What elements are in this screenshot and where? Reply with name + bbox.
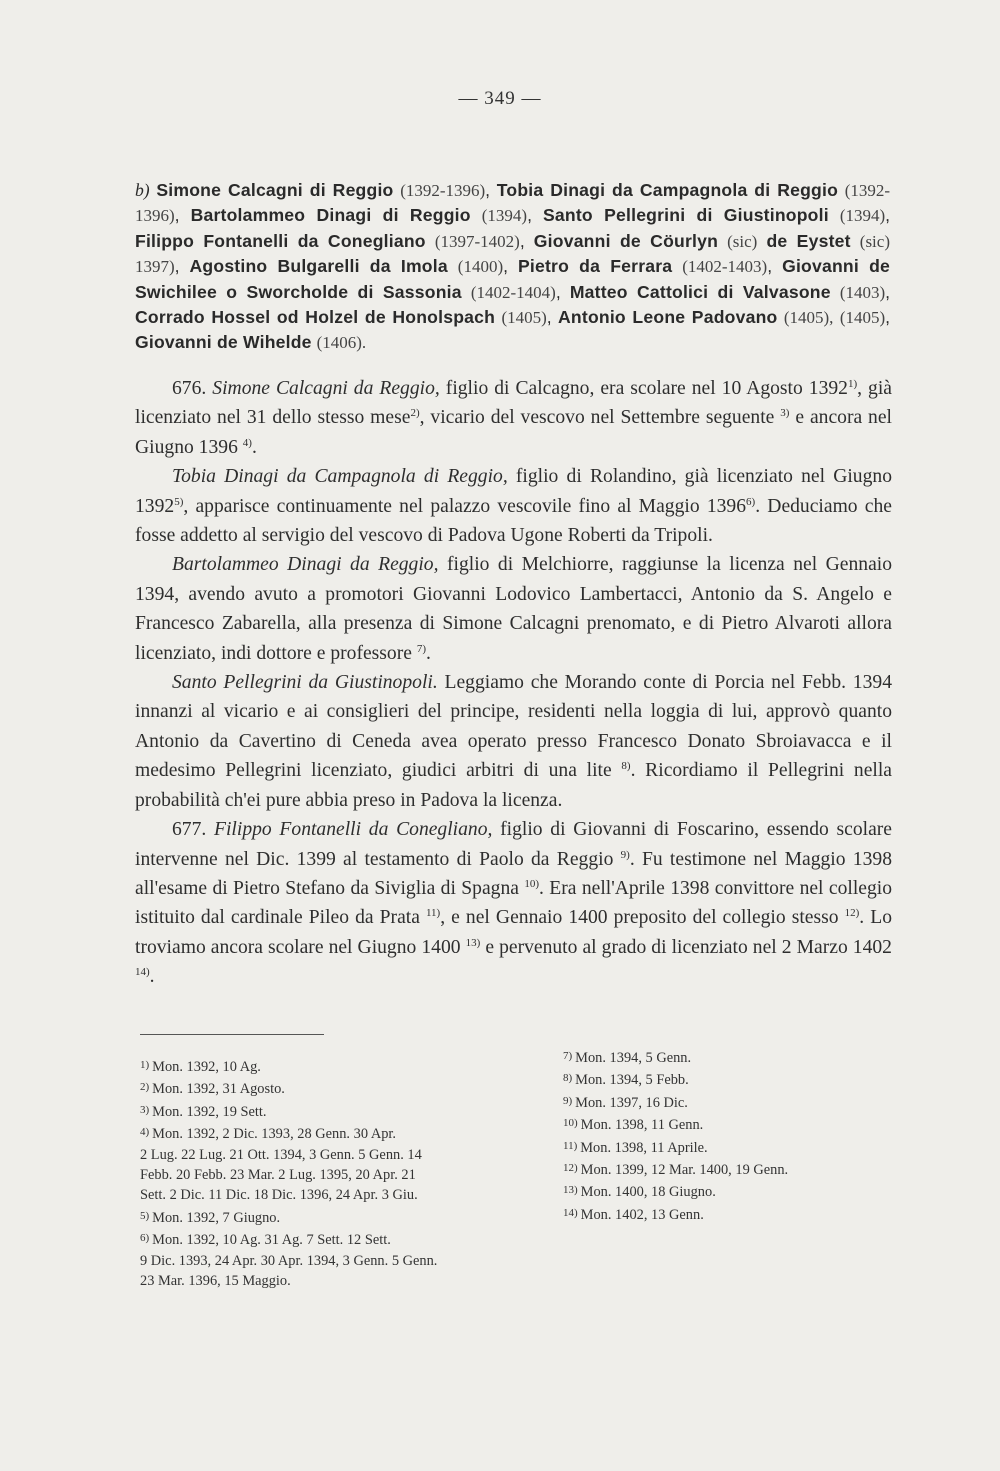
heading-name: Bartolammeo Dinagi di Reggio [190, 205, 471, 226]
footnote-text: 23 Mar. 1396, 15 Maggio. [140, 1273, 291, 1290]
entry-name: Bartolammeo Dinagi da Reggio, [172, 554, 439, 576]
footnote-ref[interactable]: 4) [242, 436, 252, 449]
footnote-mark: 6) [140, 1232, 150, 1245]
heading-name: Tobia Dinagi da Campagnola di Reggio [496, 180, 839, 200]
footnote-continuation [140, 1271, 510, 1291]
footnote-separator [140, 1034, 324, 1035]
paragraph-text: , vicario del vescovo nel Settembre seguente [419, 407, 775, 429]
footnote-ref[interactable]: 9) [620, 848, 630, 861]
entry-number: 677. [172, 819, 207, 841]
body-text [135, 374, 892, 992]
paragraph-text: figlio di Giovanni di Foscarino, essendo scolare intervenne nel Dic. 1399 al testamento di Paolo da Reggio [135, 819, 892, 870]
heading-dates: (1402-1404) [470, 282, 556, 302]
paragraph-677 [135, 815, 892, 991]
footnote [140, 1100, 510, 1122]
footnote [563, 1203, 863, 1225]
footnote-mark: 5) [140, 1209, 150, 1222]
footnote [140, 1055, 510, 1077]
footnote-text: Mon. 1392, 31 Agosto. [152, 1081, 285, 1098]
footnote-text: Mon. 1398, 11 Genn. [580, 1117, 704, 1134]
paragraph-text: . [426, 642, 431, 664]
footnote-mark: 8) [563, 1072, 573, 1085]
footnote-ref[interactable]: 12) [844, 907, 860, 920]
paragraph-text: e ancora nel Giugno 1396 [135, 407, 892, 458]
footnote-ref[interactable]: 5) [174, 495, 184, 508]
heading-name: Filippo Fontanelli da Conegliano [135, 230, 426, 251]
paragraph-text: figlio di Melchiorre, raggiunse la licenza nel Gennaio 1394, avendo avuto a promotori Giovanni Lodovico Lambertacci, Antonio da S. Angelo e Francesco Zabarella, alla presenza di Simone Calcagni prenomato, e di Pietro Alvaroti allora licenziato, indi dottore e professore [135, 554, 893, 664]
heading-name: Corrado Hossel od Holzel de Honolspach [135, 307, 496, 328]
heading-name: Matteo Cattolici di Valvasone [569, 281, 831, 302]
footnote-mark: 2) [140, 1081, 150, 1094]
footnote-text: Mon. 1394, 5 Genn. [575, 1050, 692, 1066]
paragraph-text: . [251, 436, 257, 458]
heading-name: Simone Calcagni di Reggio [156, 180, 394, 200]
paragraph-text: figlio di Rolandino, già licenziato nel Giugno 1392 [135, 466, 892, 517]
paragraph-santo [135, 668, 892, 815]
entry-name: Tobia Dinagi da Campagnola di Reggio, [172, 466, 508, 488]
footnote-text: Sett. 2 Dic. 11 Dic. 18 Dic. 1396, 24 Apr. 3 Giu. [140, 1187, 418, 1204]
footnote-mark: 7) [563, 1050, 573, 1062]
footnote-text: Mon. 1392, 19 Sett. [152, 1103, 267, 1120]
footnote-text: Mon. 1400, 18 Giugno. [580, 1184, 716, 1201]
heading-dates: (1394) [839, 206, 886, 226]
heading-dates: (1406). [316, 333, 367, 353]
heading-dates: (1405) [501, 308, 547, 328]
paragraph-text: e pervenuto al grado di licenziato nel 2 Marzo 1402 [485, 936, 892, 958]
heading-dates: (1403) [839, 282, 886, 302]
footnote-ref[interactable]: 14) [135, 966, 150, 979]
footnote-ref[interactable]: 13) [465, 936, 481, 949]
footnote-ref[interactable]: 8) [621, 760, 631, 773]
paragraph-text: . Fu testimone nel Maggio 1398 all'esame di Pietro Stefano da Siviglia di Spagna [135, 848, 892, 899]
footnote [140, 1077, 510, 1099]
footnote-mark: 10) [563, 1117, 578, 1130]
footnote-text: 9 Dic. 1393, 24 Apr. 30 Apr. 1394, 3 Genn. 5 Genn. [140, 1252, 438, 1269]
heading-name: Santo Pellegrini di Giustinopoli [543, 205, 829, 226]
page-number: — 349 — [458, 88, 542, 109]
footnote-text: Mon. 1398, 11 Aprile. [580, 1139, 708, 1156]
register-heading: b) Simone Calcagni di Reggio (1392-1396), Tobia Dinagi da Campagnola di Reggio (1392-1396), Bartolammeo Dinagi di Reggio (1394), Santo Pellegrini di Giustinopoli (1394), Filippo Fontanelli da Conegliano (1397-1402), Giovanni de Cöurlyn (sic) de Eystet (sic) 1397), Agostino Bulgarelli da Imola (1400), Pietro da Ferrara (1402-1403), Giovanni de Swichilee o Sworcholde di Sassonia (1402-1404), Matteo Cattolici di Valvasone (1403), Corrado Hossel od Holzel de Honolspach (1405), Antonio Leone Padovano (1405), (1405), Giovanni de Wihelde (1406). [135, 180, 891, 353]
paragraph-text: figlio di Calcagno, era scolare nel 10 Agosto 1392 [445, 378, 848, 399]
footnote-text: Mon. 1397, 16 Dic. [575, 1094, 688, 1111]
paragraph-text: , già licenziato nel 31 dello stesso mese [135, 378, 892, 429]
heading-name: Giovanni de Swichilee o Sworcholde di Sassonia [135, 256, 891, 302]
footnote-mark: 1) [140, 1059, 150, 1071]
footnote-continuation [140, 1185, 510, 1205]
footnote-text: Mon. 1392, 10 Ag. 31 Ag. 7 Sett. 12 Sett. [152, 1232, 391, 1249]
heading-dates: (1402-1403) [682, 257, 768, 277]
heading-note: (sic) [859, 231, 890, 251]
footnote-mark: 14) [563, 1206, 578, 1219]
paragraph-tobia [135, 462, 892, 550]
footnote-text: 2 Lug. 22 Lug. 21 Ott. 1394, 3 Genn. 5 Genn. 14 [140, 1146, 422, 1163]
heading-name: de Eystet [766, 230, 851, 251]
heading-dates: (1405), [783, 308, 834, 328]
footnote-continuation [140, 1165, 510, 1185]
heading-dates: (1392-1396) [400, 181, 486, 200]
footnote [563, 1180, 863, 1202]
entry-number: 676. [172, 378, 207, 399]
footnote-mark: 11) [563, 1139, 578, 1152]
entry-name: Simone Calcagni da Reggio, [212, 378, 440, 399]
footnote-ref[interactable]: 1) [847, 378, 858, 390]
paragraph-text: . Deduciamo che fosse addetto al servigio del vescovo di Padova Ugone Roberti da Tripoli. [135, 495, 892, 547]
heading-name: Antonio Leone Padovano [558, 307, 778, 328]
footnote-mark: 3) [140, 1103, 150, 1116]
heading-name: Giovanni de Cöurlyn [533, 230, 719, 251]
footnote-ref[interactable]: 11) [425, 907, 441, 920]
footnotes-left-column [140, 1055, 510, 1291]
paragraph-text: . Era nell'Aprile 1398 convittore nel collegio istituito dal cardinale Pileo da Prata [135, 877, 892, 929]
footnote-ref[interactable]: 2) [410, 407, 420, 420]
paragraph-bartolammeo [135, 550, 892, 668]
entry-name: Filippo Fontanelli da Conegliano, [214, 819, 493, 841]
footnote-text: Mon. 1392, 10 Ag. [152, 1059, 261, 1075]
heading-dates: 1397) [135, 257, 175, 277]
paragraph-text: , apparisce continuamente nel palazzo vescovile fino al Maggio 1396 [183, 495, 747, 517]
footnote-mark: 12) [563, 1162, 578, 1175]
heading-name: Giovanni de Wihelde [135, 332, 312, 353]
footnote-mark: 9) [563, 1094, 573, 1107]
paragraph-text: Leggiamo che Morando conte di Porcia nel Febb. 1394 innanzi al vicario e ai consiglieri del principe, residenti nella loggia di lui, approvò quanto Antonio da Cavertino di Ceneda avea operato presso Francesco Donato Sbroiavacca e il medesimo Pellegrini licenziato, giudici arbitri di una lite [135, 672, 892, 782]
footnote-mark: 13) [563, 1184, 578, 1197]
footnote-ref[interactable]: 10) [524, 877, 540, 890]
heading-dates: (1405) [839, 308, 886, 328]
heading-dates: (1394) [481, 206, 528, 226]
entry-name: Santo Pellegrini da Giustinopoli. [172, 672, 438, 694]
footnote [140, 1228, 510, 1250]
footnote-continuation [140, 1251, 510, 1271]
heading-name: Pietro da Ferrara [517, 256, 673, 277]
heading-label: b) [135, 180, 150, 200]
footnote-ref[interactable]: 6) [746, 495, 756, 508]
footnote [563, 1136, 863, 1158]
footnote [140, 1206, 510, 1228]
heading-note: (sic) [727, 231, 758, 251]
footnote-text: Mon. 1402, 13 Genn. [580, 1206, 704, 1223]
paragraph-text: . Ricordiamo il Pellegrini nella probabilità ch'ei pure abbia preso in Padova la licenza. [135, 760, 892, 811]
heading-dates: (1397-1402) [434, 231, 520, 251]
paragraph-676 [135, 374, 892, 462]
footnote-text: Mon. 1394, 5 Febb. [575, 1072, 689, 1089]
footnote-text: Mon. 1399, 12 Mar. 1400, 19 Genn. [580, 1162, 789, 1179]
footnote-ref[interactable]: 3) [780, 407, 790, 420]
footnote [563, 1068, 863, 1090]
paragraph-text: . [149, 966, 155, 988]
footnote-continuation [140, 1145, 510, 1165]
footnote-text: Mon. 1392, 2 Dic. 1393, 28 Genn. 30 Apr. [152, 1126, 397, 1143]
footnote [563, 1046, 863, 1068]
footnote-mark: 4) [140, 1126, 150, 1139]
heading-dates: (1400) [457, 257, 504, 277]
footnote [563, 1113, 863, 1135]
paragraph-text: , e nel Gennaio 1400 preposito del collegio stesso [440, 907, 839, 929]
paragraph-text: . Lo troviamo ancora scolare nel Giugno 1400 [135, 907, 892, 958]
heading-name: Agostino Bulgarelli da Imola [189, 256, 448, 277]
footnotes-right-column [563, 1046, 863, 1225]
footnote-text: Febb. 20 Febb. 23 Mar. 2 Lug. 1395, 20 Apr. 21 [140, 1167, 416, 1184]
footnote-ref[interactable]: 7) [416, 642, 427, 655]
footnote-text: Mon. 1392, 7 Giugno. [152, 1209, 281, 1226]
footnote [563, 1091, 863, 1113]
footnote [140, 1122, 510, 1144]
footnote [563, 1158, 863, 1180]
heading-dates: (1392-1396) [135, 181, 891, 226]
